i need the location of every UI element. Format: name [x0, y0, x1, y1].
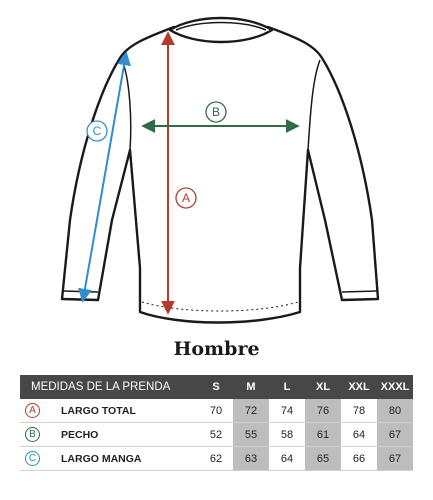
table-row	[20, 399, 413, 423]
row-badge-cell	[20, 447, 57, 471]
dimension-b-badge	[206, 102, 226, 122]
measurement-cell: 67	[377, 447, 413, 471]
svg-text:A: A	[181, 191, 191, 205]
measurement-cell: 55	[233, 423, 269, 447]
right-cuff-line	[342, 291, 377, 292]
dimension-badge: C	[25, 451, 40, 466]
svg-text:C: C	[92, 124, 102, 138]
measurement-cell: 58	[269, 423, 305, 447]
shirt-outline	[62, 27, 378, 323]
measurement-cell: 72	[233, 399, 269, 423]
measurement-cell: 64	[341, 423, 377, 447]
left-cuff-line	[63, 291, 98, 292]
row-badge-cell	[20, 423, 57, 447]
measurement-cell: 61	[305, 423, 341, 447]
measurement-cell: 74	[269, 399, 305, 423]
row-label: LARGO MANGA	[57, 447, 199, 471]
dimension-badge: B	[25, 427, 40, 442]
size-header: L	[269, 375, 305, 399]
dimension-c-badge	[87, 121, 107, 141]
table-row	[20, 447, 413, 471]
size-header: XXL	[341, 375, 377, 399]
size-chart-table	[20, 375, 413, 471]
dimension-badge: A	[25, 403, 40, 418]
measurement-cell: 67	[377, 423, 413, 447]
measurement-cell: 78	[341, 399, 377, 423]
measurement-cell: 52	[199, 423, 233, 447]
measurement-cell: 66	[341, 447, 377, 471]
table-row	[20, 423, 413, 447]
measurement-cell: 65	[305, 447, 341, 471]
measurement-cell: 63	[233, 447, 269, 471]
size-header: S	[199, 375, 233, 399]
row-badge-cell	[20, 399, 57, 423]
table-header-title: MEDIDAS DE LA PRENDA	[20, 375, 199, 399]
row-label: PECHO	[57, 423, 199, 447]
svg-text:B: B	[211, 105, 221, 119]
measurement-cell: 70	[199, 399, 233, 423]
table-header-row	[20, 375, 413, 399]
dimension-a-badge	[176, 188, 196, 208]
measurement-cell: 62	[199, 447, 233, 471]
size-header: XXXL	[377, 375, 413, 399]
measurement-cell: 64	[269, 447, 305, 471]
size-header: XL	[305, 375, 341, 399]
measurement-cell: 80	[377, 399, 413, 423]
row-label: LARGO TOTAL	[57, 399, 199, 423]
section-heading: Hombre	[173, 338, 260, 360]
size-header: M	[233, 375, 269, 399]
measurement-cell: 76	[305, 399, 341, 423]
